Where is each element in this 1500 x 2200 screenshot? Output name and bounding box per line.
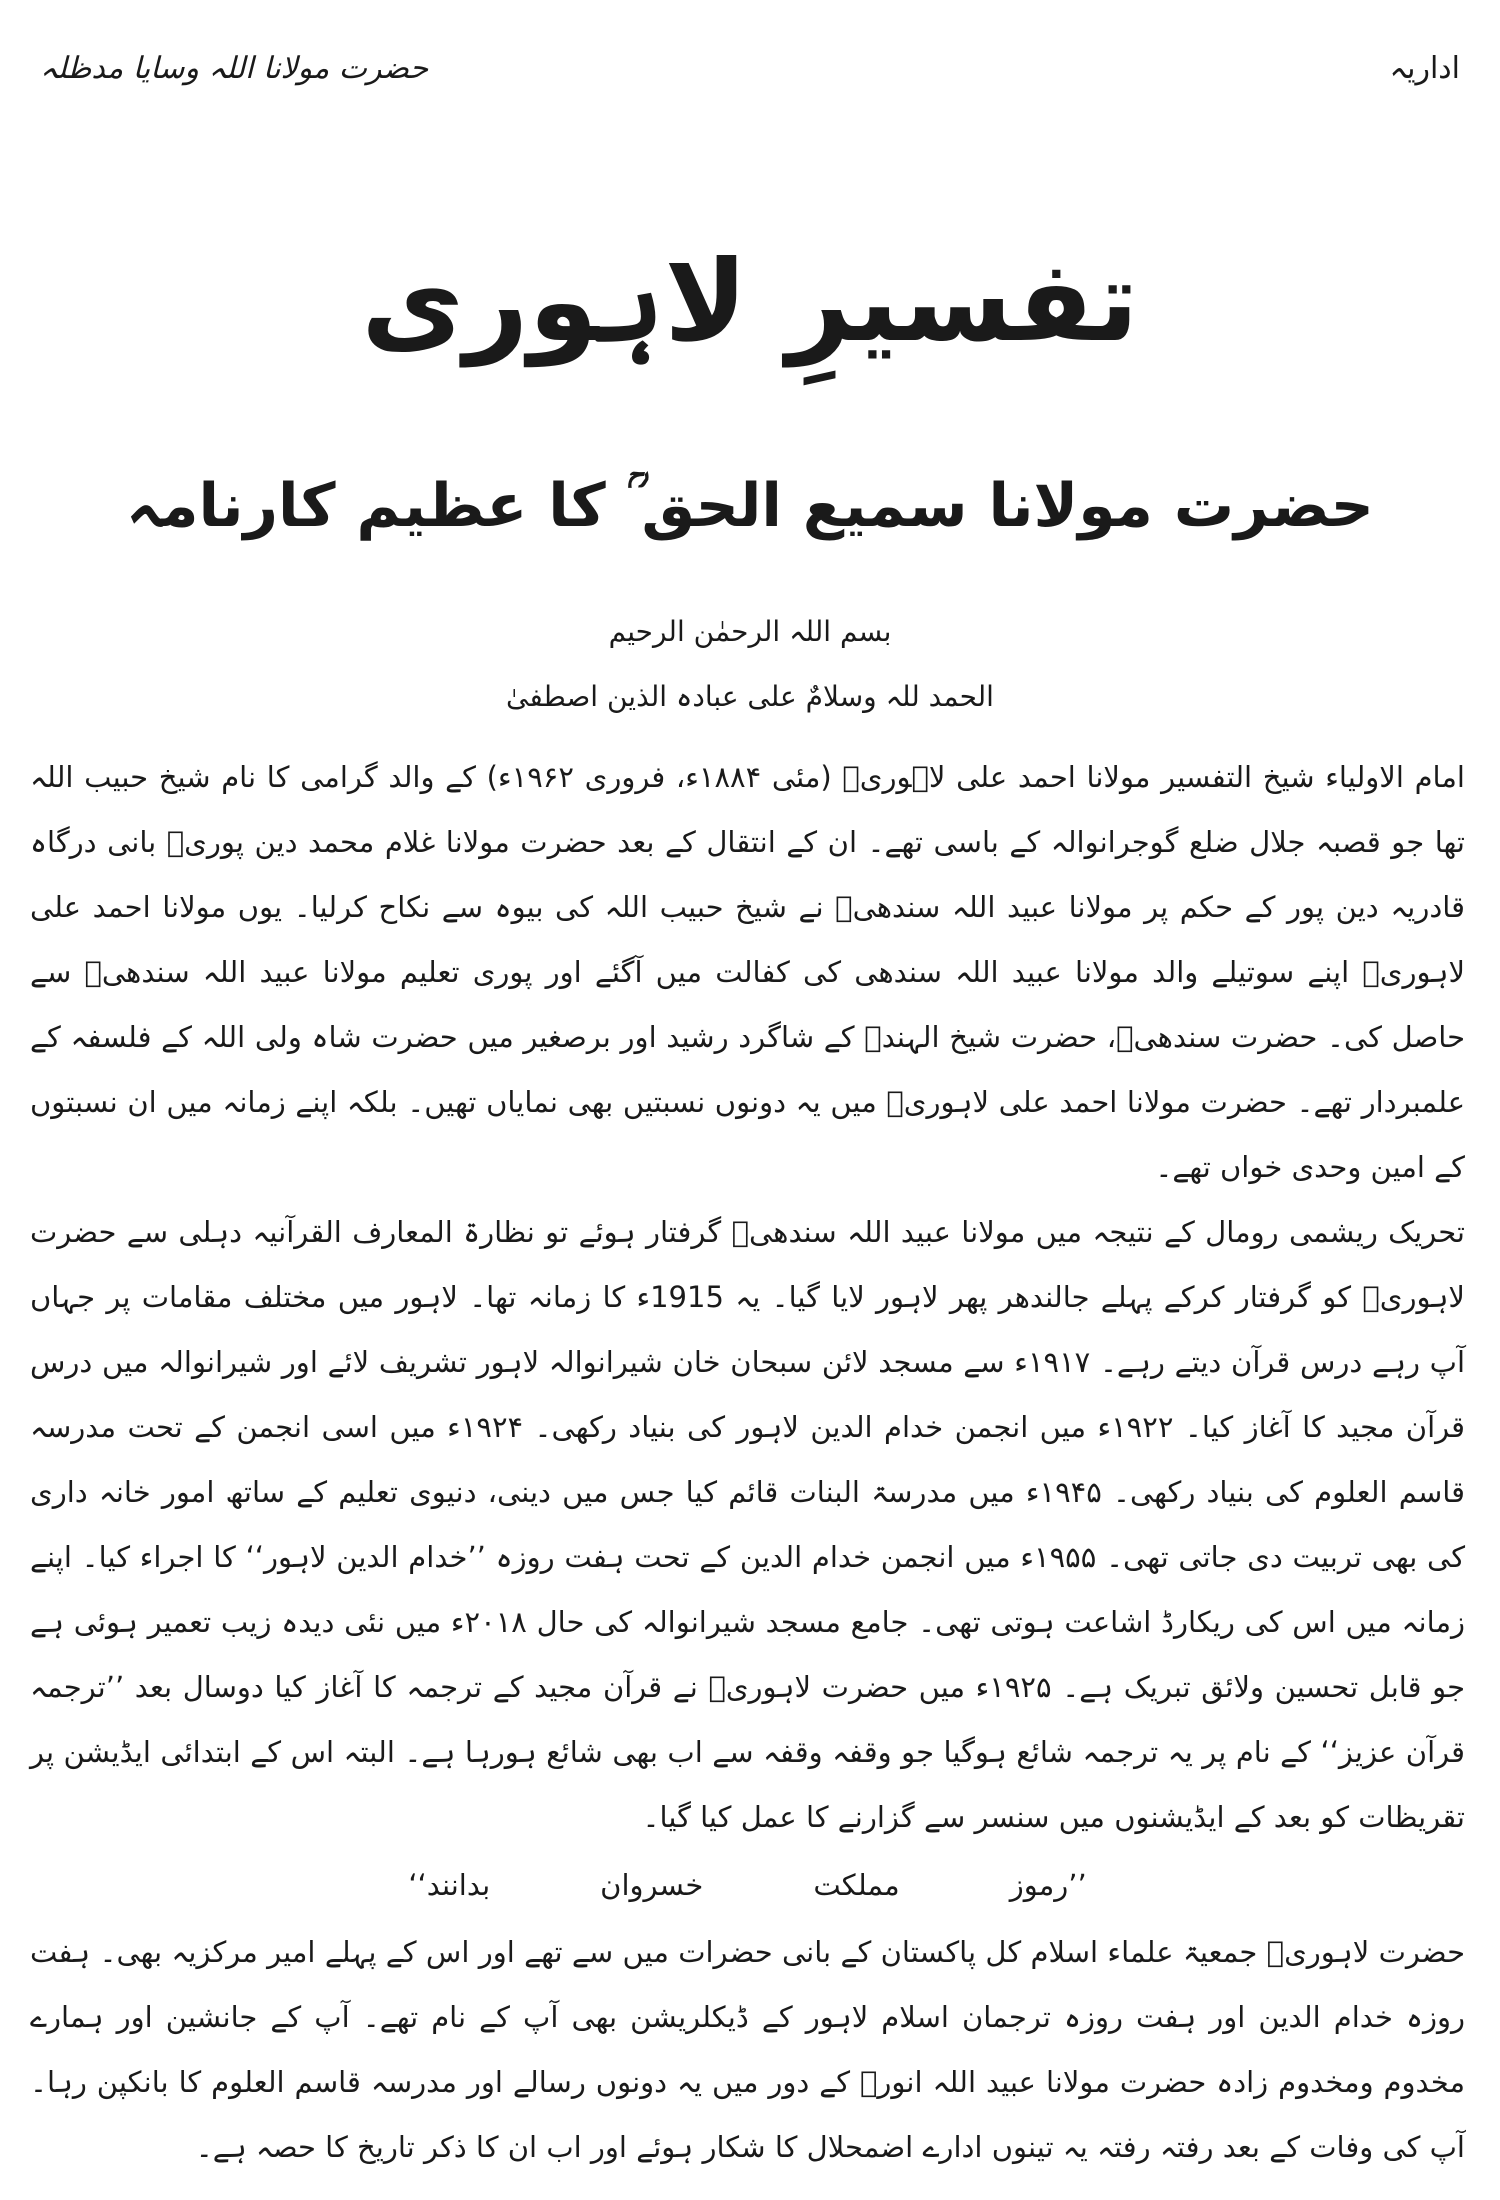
section-label: اداریہ [1389,50,1460,86]
author-credit: حضرت مولانا اللہ وسایا مدظلہ [40,50,429,86]
paragraph-2: تحریک ریشمی رومال کے نتیجہ میں مولانا عبید اللہ سندھیؒ گرفتار ہوئے تو نظارۃ المعارف القرآنیہ دہلی سے حضرت لاہوریؒ کو گرفتار کرکے پہلے جالندھر پھر لاہور لایا گیا۔ یہ 1915ء کا زمانہ تھا۔ لاہور میں مختلف مقامات پر جہاں آپ رہے درس قرآن دیتے رہے۔ ۱۹۱۷ء سے مسجد لائن سبحان خان شیرانوالہ لاہور تشریف لائے اور شیرانوالہ میں درس قرآن مجید کا آغاز کیا۔ ۱۹۲۲ء میں انجمن خدام الدین لاہور کی بنیاد رکھی۔ ۱۹۲۴ء میں اسی انجمن کے تحت مدرسہ قاسم العلوم کی بنیاد رکھی۔ ۱۹۴۵ء میں مدرسۃ البنات قائم کیا جس میں دینی، دنیوی تعلیم کے ساتھ امور خانہ داری کی بھی تربیت دی جاتی تھی۔ ۱۹۵۵ء میں انجمن خدام الدین کے تحت ہفت روزہ ’’خدام الدین لاہور‘‘ کا اجراء کیا۔ اپنے زمانہ میں اس کی ریکارڈ اشاعت ہوتی تھی۔ جامع مسجد شیرانوالہ کی حال ۲۰۱۸ء میں نئی دیدہ زیب تعمیر ہوئی ہے جو قابل تحسین ولائق تبریک ہے۔ ۱۹۲۵ء میں حضرت لاہوریؒ نے قرآن مجید کے ترجمہ کا آغاز کیا دوسال بعد ’’ترجمہ قرآن عزیز‘‘ کے نام پر یہ ترجمہ شائع ہوگیا جو وقفہ وقفہ سے اب بھی شائع ہورہا ہے۔ البتہ اس کے ابتدائی ایڈیشن پر تقریظات کو بعد کے ایڈیشنوں میں سنسر سے گزارنے کا عمل کیا گیا۔ [30,1215,1466,1834]
article-body [30,745,1465,2180]
verse-line [30,1850,1465,1920]
running-header [40,48,1460,88]
article-title: تفسیرِ لاہوری [361,237,1139,367]
paragraph-1: امام الاولیاء شیخ التفسیر مولانا احمد علی لاہوریؒ (مئی ۱۸۸۴ء، فروری ۱۹۶۲ء) کے والد گرامی کا نام شیخ حبیب اللہ تھا جو قصبہ جلال ضلع گوجرانوالہ کے باسی تھے۔ ان کے انتقال کے بعد حضرت مولانا غلام محمد دین پوریؒ بانی درگاہ قادریہ دین پور کے حکم پر مولانا عبید اللہ سندھیؒ نے شیخ حبیب اللہ کی بیوہ سے نکاح کرلیا۔ یوں مولانا احمد علی لاہوریؒ اپنے سوتیلے والد مولانا عبید اللہ سندھی کی کفالت میں آگئے اور پوری تعلیم مولانا عبید اللہ سندھیؒ سے حاصل کی۔ حضرت سندھیؒ، حضرت شیخ الہندؒ کے شاگرد رشید اور برصغیر میں حضرت شاہ ولی اللہ کے فلسفہ کے علمبردار تھے۔ حضرت مولانا احمد علی لاہوریؒ میں یہ دونوں نسبتیں بھی نمایاں تھیں۔ بلکہ اپنے زمانہ میں ان نسبتوں کے امین وحدی خواں تھے۔ [30,760,1465,1184]
verse-word: مملکت [813,1868,900,1902]
verse-word: ’’رموز [1009,1868,1087,1902]
verse-word: خسروان [600,1868,704,1902]
verse-word: بدانند‘‘ [408,1868,491,1902]
paragraph-3: حضرت لاہوریؒ جمعیۃ علماء اسلام کل پاکستان کے بانی حضرات میں سے تھے اور اس کے پہلے امیر مرکزیہ بھی۔ ہفت روزہ خدام الدین اور ہفت روزہ ترجمان اسلام لاہور کے ڈیکلریشن بھی آپ کے نام تھے۔ آپ کے جانشین اور ہمارے مخدوم ومخدوم زادہ حضرت مولانا عبید اللہ انورؒ کے دور میں یہ دونوں رسالے اور مدرسہ قاسم العلوم کا بانکپن رہا۔ آپ کی وفات کے بعد رفتہ رفتہ یہ تینوں ادارے اضمحلال کا شکار ہوئے اور اب ان کا ذکر تاریخ کا حصہ ہے۔ [30,1935,1465,2164]
article-subtitle: حضرت مولانا سمیع الحق ؒ کا عظیم کارنامہ [126,471,1374,541]
hamd-line: الحمد للہ وسلامٌ علی عبادہ الذین اصطفیٰ [506,680,994,713]
bismillah-line: بسم اللہ الرحمٰن الرحیم [608,615,892,648]
